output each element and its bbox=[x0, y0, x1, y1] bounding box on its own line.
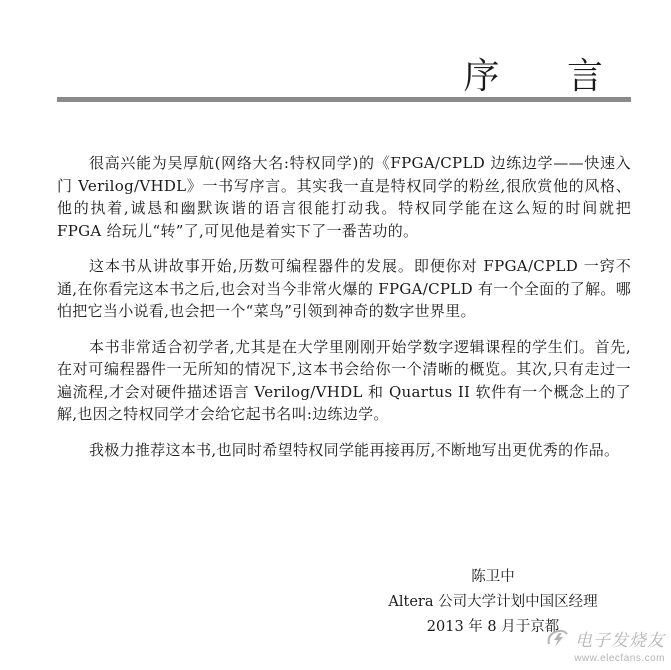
watermark-name: 电子发烧友 bbox=[575, 630, 665, 650]
page-title: 序 言 bbox=[463, 56, 631, 97]
signature-position: Altera 公司大学计划中国区经理 bbox=[388, 594, 598, 610]
watermark bbox=[545, 626, 665, 665]
paragraph: 这本书从讲故事开始,历数可编程器件的发展。即便你对 FPGA/CPLD 一窍不通,在你看完这本书之后,也会对当今非常火爆的 FPGA/CPLD 有一个全面的了解。哪怕把它当小说看,也会把一个“菜鸟”引领到神奇的数字世界里。 bbox=[57, 257, 631, 320]
signature-name: 陈卫中 bbox=[471, 569, 515, 585]
watermark-logo bbox=[545, 626, 665, 651]
paragraph: 本书非常适合初学者,尤其是在大学里刚刚开始学数字逻辑课程的学生们。首先,在对可编程器件一无所知的情况下,这本书会给你一个清晰的概览。其次,只有走过一遍流程,才会对硬件描述语言 Verilog/VHDL 和 Quartus II 软件有一个概念上的了解,也因之特权同学才会给它起书名叫:边练边学。 bbox=[57, 337, 631, 423]
lightning-logo-icon bbox=[545, 628, 571, 648]
signature-date: 2013 年 8 月于京都 bbox=[426, 619, 560, 635]
paragraph: 很高兴能为吴厚航(网络大名:特权同学)的《FPGA/CPLD 边练边学——快速入门 Verilog/VHDL》一书写序言。其实我一直是特权同学的粉丝,很欣赏他的风格、他的执着,诚恳和幽默诙谐的语言很能打动我。特权同学能在这么短的时间就把 FPGA 给玩儿“转”了,可见他是着实下了一番苦功的。 bbox=[57, 154, 631, 240]
watermark-url: www.elecfans.com bbox=[574, 653, 665, 664]
preface-body bbox=[57, 152, 631, 474]
paragraph: 我极力推荐这本书,也同时希望特权同学能再接再厉,不断地写出更优秀的作品。 bbox=[89, 440, 620, 459]
title-divider bbox=[57, 97, 631, 102]
